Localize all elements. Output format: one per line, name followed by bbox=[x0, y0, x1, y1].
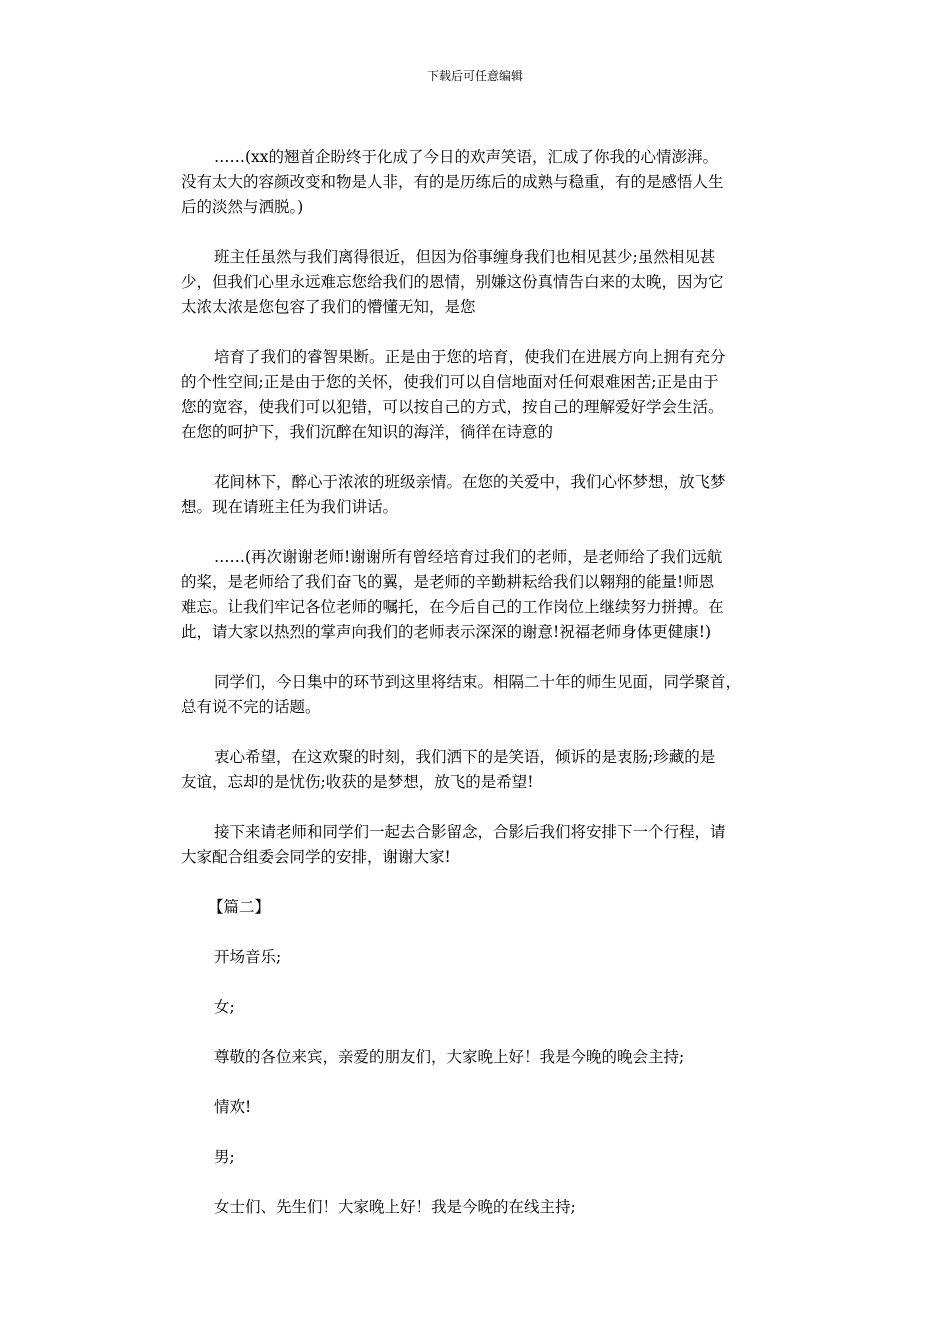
script-line: 男; bbox=[214, 1148, 235, 1166]
script-line: 情欢! bbox=[214, 1098, 252, 1116]
paragraph-line: 接下来请老师和同学们一起去合影留念，合影后我们将安排下一个行程，请 bbox=[214, 823, 726, 841]
paragraph-line: 您的宽容，使我们可以犯错，可以按自己的方式，按自己的理解爱好学会生活。 bbox=[181, 398, 724, 416]
paragraph-line: 培育了我们的睿智果断。正是由于您的培育，使我们在进展方向上拥有充分 bbox=[214, 348, 726, 366]
paragraph-line: ……(xx的翘首企盼终于化成了今日的欢声笑语，汇成了你我的心情澎湃。 bbox=[214, 148, 719, 166]
paragraph-line: 太浓太浓是您包容了我们的懵懂无知，是您 bbox=[181, 298, 476, 316]
paragraph-line: ……(再次谢谢老师!谢谢所有曾经培育过我们的老师，是老师给了我们远航 bbox=[214, 548, 723, 566]
paragraph-line: 难忘。让我们牢记各位老师的嘱托，在今后自己的工作岗位上继续努力拼搏。在 bbox=[181, 598, 724, 616]
paragraph-7 bbox=[181, 745, 773, 795]
paragraph-line: 想。现在请班主任为我们讲话。 bbox=[181, 498, 399, 516]
paragraph-line: 班主任虽然与我们离得很近，但因为俗事缠身我们也相见甚少;虽然相见甚 bbox=[214, 248, 716, 266]
script-line: 尊敬的各位来宾，亲爱的朋友们，大家晚上好！我是今晚的晚会主持; bbox=[214, 1048, 685, 1066]
paragraph-6 bbox=[181, 670, 773, 720]
paragraph-line: 没有太大的容颜改变和物是人非，有的是历练后的成熟与稳重，有的是感悟人生 bbox=[181, 173, 724, 191]
script-line: 女; bbox=[214, 998, 235, 1016]
paragraph-line: 此，请大家以热烈的掌声向我们的老师表示深深的谢意!祝福老师身体更健康!) bbox=[181, 623, 712, 641]
page-header: 下载后可任意编辑 bbox=[426, 69, 523, 83]
paragraph-line: 花间林下，醉心于浓浓的班级亲情。在您的关爱中，我们心怀梦想，放飞梦 bbox=[214, 473, 726, 491]
paragraph-2 bbox=[181, 245, 773, 320]
paragraph-line: 总有说不完的话题。 bbox=[181, 698, 321, 716]
paragraph-line: 少，但我们心里永远难忘您给我们的恩情，别嫌这份真情告白来的太晚，因为它 bbox=[181, 273, 724, 291]
paragraph-3 bbox=[181, 345, 773, 445]
paragraph-line: 衷心希望，在这欢聚的时刻，我们洒下的是笑语，倾诉的是衷肠;珍藏的是 bbox=[214, 748, 716, 766]
paragraph-1 bbox=[181, 145, 773, 220]
section-title: 【篇二】 bbox=[208, 898, 271, 916]
paragraph-line: 在您的呵护下，我们沉醉在知识的海洋，徜徉在诗意的 bbox=[181, 423, 554, 441]
script-line: 女士们、先生们！大家晚上好！我是今晚的在线主持; bbox=[214, 1198, 576, 1216]
script-line: 开场音乐; bbox=[214, 948, 282, 966]
paragraph-line: 的桨，是老师给了我们奋飞的翼，是老师的辛勤耕耘给我们以翱翔的能量!师恩 bbox=[181, 573, 715, 591]
paragraph-5 bbox=[181, 545, 773, 645]
paragraph-8 bbox=[181, 820, 773, 870]
paragraph-line: 同学们，今日集中的环节到这里将结束。相隔二十年的师生见面，同学聚首， bbox=[214, 673, 742, 691]
paragraph-line: 大家配合组委会同学的安排，谢谢大家! bbox=[181, 848, 451, 866]
paragraph-line: 后的淡然与洒脱。) bbox=[181, 198, 304, 216]
paragraph-4 bbox=[181, 470, 773, 520]
document-body bbox=[181, 145, 773, 1245]
paragraph-line: 的个性空间;正是由于您的关怀，使我们可以自信地面对任何艰难困苦;正是由于 bbox=[181, 373, 719, 391]
paragraph-line: 友谊，忘却的是忧伤;收获的是梦想，放飞的是希望! bbox=[181, 773, 534, 791]
